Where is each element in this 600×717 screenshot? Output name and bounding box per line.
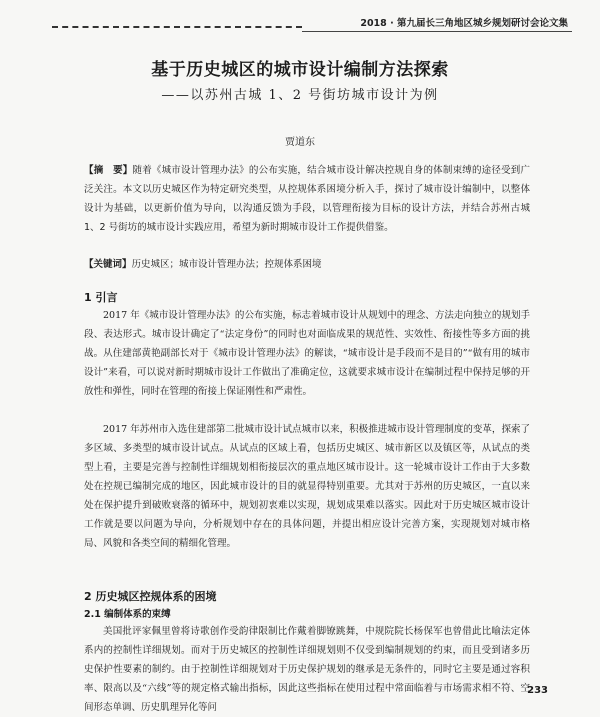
subsection-heading: 2.1 编制体系的束缚 bbox=[84, 609, 171, 620]
body-paragraph: 2017 年苏州市入选住建部第二批城市设计试点城市以来，积极推进城市设计管理制度的变革，探索了多区域、多类型的城市设计试点。从试点的区域上看，包括历史城区、城市新区以及镇区等，从试点的类型上看，主要是完善与控制性详细规划相衔接层次的重点地区城市设计。这一轮城市设计工作由于大多数处在控规已编制完成的地区，因此城市设计的目的就显得特别重要。尤其对于苏州的历史城区，一直以来处在保护提升到破败衰落的循环中，规划初衷难以实现，规划成果难以落实。因此对于历史城区城市设计工作就是要以问题为导向，分析规划中存在的具体问题，并提出相应设计完善方案，实现规划对城市格局、风貌和各类空间的精细化管理。 bbox=[84, 424, 530, 549]
abstract-label: 【摘 要】 bbox=[84, 165, 133, 176]
keywords-label: 【关键词】 bbox=[84, 259, 132, 270]
abstract-text: 随着《城市设计管理办法》的公布实施，结合城市设计解决控规自身的体制束缚的途径受到广泛关注。本文以历史城区作为特定研究类型，从控规体系困境分析入手，探讨了城市设计编制中，以整体设计为基础，以更新价值为导向，以沟通反馈为手段，以管理衔接为目标的设计方法，并结合苏州古城 1、2 号街坊的城市设计实践应用，希望为新时期城市设计工作提供借鉴。 bbox=[84, 165, 530, 233]
body-paragraph: 2017 年《城市设计管理办法》的公布实施，标志着城市设计从规划中的理念、方法走向独立的规划手段、表达形式。城市设计确定了“法定身份”的同时也对面临成果的规范性、实效性、衔接性等多方面的挑战。从住建部黄艳副部长对于《城市设计管理办法》的解读，“城市设计是手段而不是目的”“做有用的城市设计”来看，可以说对新时期城市设计工作做出了准确定位，这就要求城市设计在编制过程中保持足够的开放性和弹性，同时在管理的衔接上保证刚性和严肃性。 bbox=[84, 310, 530, 397]
author-name: 贾道东 bbox=[285, 137, 315, 148]
page-number: 233 bbox=[527, 685, 548, 696]
paper-subtitle: ——以苏州古城 1、2 号街坊城市设计为例 bbox=[161, 88, 439, 103]
paper-title: 基于历史城区的城市设计编制方法探索 bbox=[151, 60, 449, 80]
header-rule bbox=[302, 31, 572, 32]
running-header bbox=[52, 12, 572, 34]
section-heading: 1 引言 bbox=[84, 291, 118, 304]
keywords-text: 历史城区；城市设计管理办法；控规体系困境 bbox=[131, 259, 322, 270]
running-title: 2018 · 第九届长三角地区城乡规划研讨会论文集 bbox=[360, 18, 568, 29]
section-heading: 2 历史城区控规体系的困境 bbox=[84, 590, 217, 603]
body-paragraph: 美国批评家佩里曾将诗歌创作受韵律限制比作戴着脚镣跳舞，中规院院长杨保军也曾借此比喻法定体系内的控制性详细规划。而对于历史城区的控制性详细规划则不仅受到编制规划的约束，而且受到诸多历史保护性要素的制约。由于控制性详细规划对于历史保护规划的继承是无条件的，同时它主要是通过容积率、限高以及“六线”等的规定格式输出指标，因此这些指标在使用过程中常面临着与市场需求相不符、空间形态单调、历史肌理异化等问 bbox=[84, 626, 530, 713]
keywords bbox=[84, 256, 530, 274]
header-dash-rule bbox=[52, 26, 302, 28]
abstract bbox=[84, 161, 530, 237]
